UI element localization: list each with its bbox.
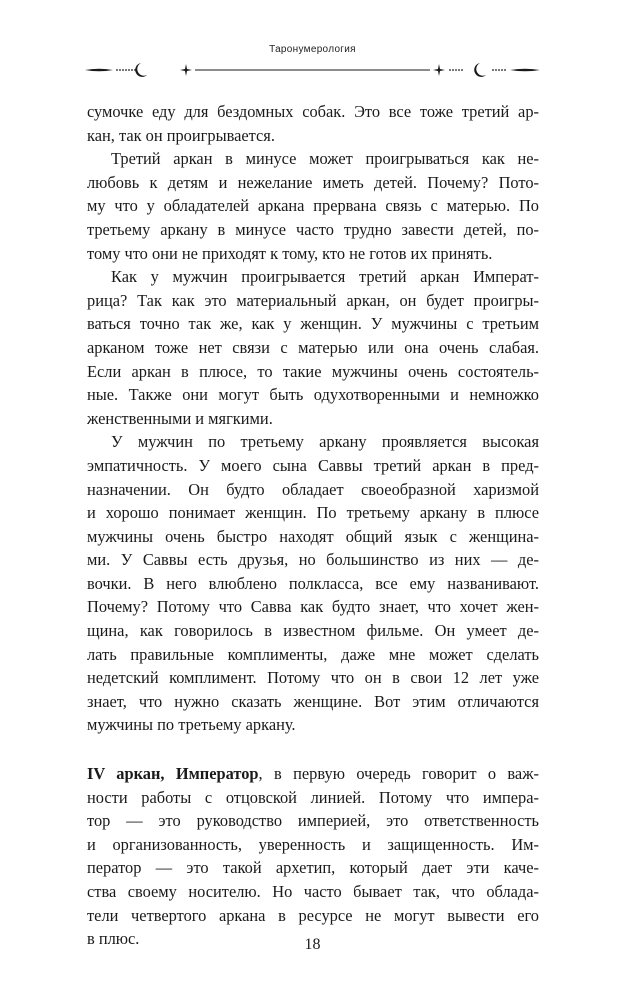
text-line: Третий аркан в минусе может проигрываться как не- — [111, 149, 539, 169]
text-line: недетский комплимент. Потому что он в свои 12 лет уже — [87, 668, 539, 688]
paragraph — [87, 100, 539, 147]
sparkle-star-icon — [180, 64, 192, 76]
running-head-title: Таронумерология — [269, 44, 356, 55]
text-line: кан, так он проигрывается. — [87, 125, 275, 145]
section-iv-arcana — [87, 762, 539, 951]
text-line: ные. Также они могут быть одухотворенными и немножко — [87, 385, 539, 405]
text-line: в плюс. — [87, 929, 140, 949]
text-line: тор — это руководство империей, это ответственность — [87, 811, 539, 831]
text-line: Если аркан в плюсе, то такие мужчины очень состоятель- — [87, 361, 539, 381]
body-text — [87, 100, 539, 951]
text-line: и организованность, уверенность и защищенность. Им- — [87, 834, 539, 854]
text-line: ми. У Саввы есть друзья, но большинство из них — де- — [87, 550, 539, 570]
text-line: ности работы с отцовской линией. Потому что импера- — [87, 787, 539, 807]
text-line: и хорошо понимает женщин. По третьему аркану в плюсе — [87, 503, 539, 523]
text-line: любовь к детям и нежелание иметь детей. Почему? Пото- — [87, 172, 539, 192]
text-line: женственными и мягкими. — [87, 408, 273, 428]
text-line: тому что они не приходят к тому, кто не готов их принять. — [87, 243, 493, 263]
moon-crescent-icon — [135, 63, 147, 77]
text-line: У мужчин по третьему аркану проявляется высокая — [111, 432, 539, 452]
text-line: ваться точно так же, как у женщин. У мужчины с третьим — [87, 314, 539, 334]
text-line — [87, 762, 539, 786]
moon-crescent-icon — [474, 63, 486, 77]
text-line: тели четвертого аркана в ресурсе не могут вывести его — [87, 905, 539, 925]
paragraph — [87, 265, 539, 430]
text-line: эмпатичность. У моего сына Саввы третий аркан в пред- — [87, 455, 539, 475]
text-line: му что у обладателей аркана прервана связь с матерью. По — [87, 196, 539, 216]
text-line: ператор — это такой архетип, который дает эти каче- — [87, 858, 539, 878]
text-line: арканом тоже нет связи с матерью или она очень слабая. — [87, 337, 539, 357]
section-heading-rest: , в первую очередь говорит о важ- — [258, 764, 539, 784]
text-line: вочки. В него влюблено полкласса, все ему названивают. — [87, 573, 539, 593]
text-line: назначении. Он будто обладает своеобразной харизмой — [87, 479, 539, 499]
text-line: Почему? Потому что Савва как будто знает, что хочет жен- — [87, 597, 539, 617]
section-heading: IV аркан, Император — [87, 764, 259, 784]
text-line: щина, как говорилось в известном фильме. Он умеет де- — [87, 621, 539, 641]
text-line: знает, что нужно сказать женщине. Вот этим отличаются — [87, 691, 539, 711]
text-line: рица? Так как это материальный аркан, он будет проигры- — [87, 290, 539, 310]
text-line: Как у мужчин проигрывается третий аркан Императ- — [111, 267, 539, 287]
text-line: сумочке еду для бездомных собак. Это все тоже третий ар- — [87, 102, 539, 121]
paragraph — [87, 147, 539, 265]
header-ornament — [85, 58, 540, 82]
paragraph — [87, 430, 539, 737]
text-line: мужчины по третьему аркану. — [87, 715, 296, 735]
text-line: ства своему носителю. Но часто бывает так, что облада- — [87, 882, 539, 901]
page-number: 18 — [304, 936, 321, 953]
text-line: третьему аркану в минусе часто трудно завести детей, по- — [87, 219, 539, 239]
text-line: лать правильные комплименты, даже мне может сделать — [87, 644, 539, 664]
text-line: мужчины очень быстро находят общий язык с женщина- — [87, 526, 539, 546]
sparkle-star-icon — [433, 64, 445, 76]
